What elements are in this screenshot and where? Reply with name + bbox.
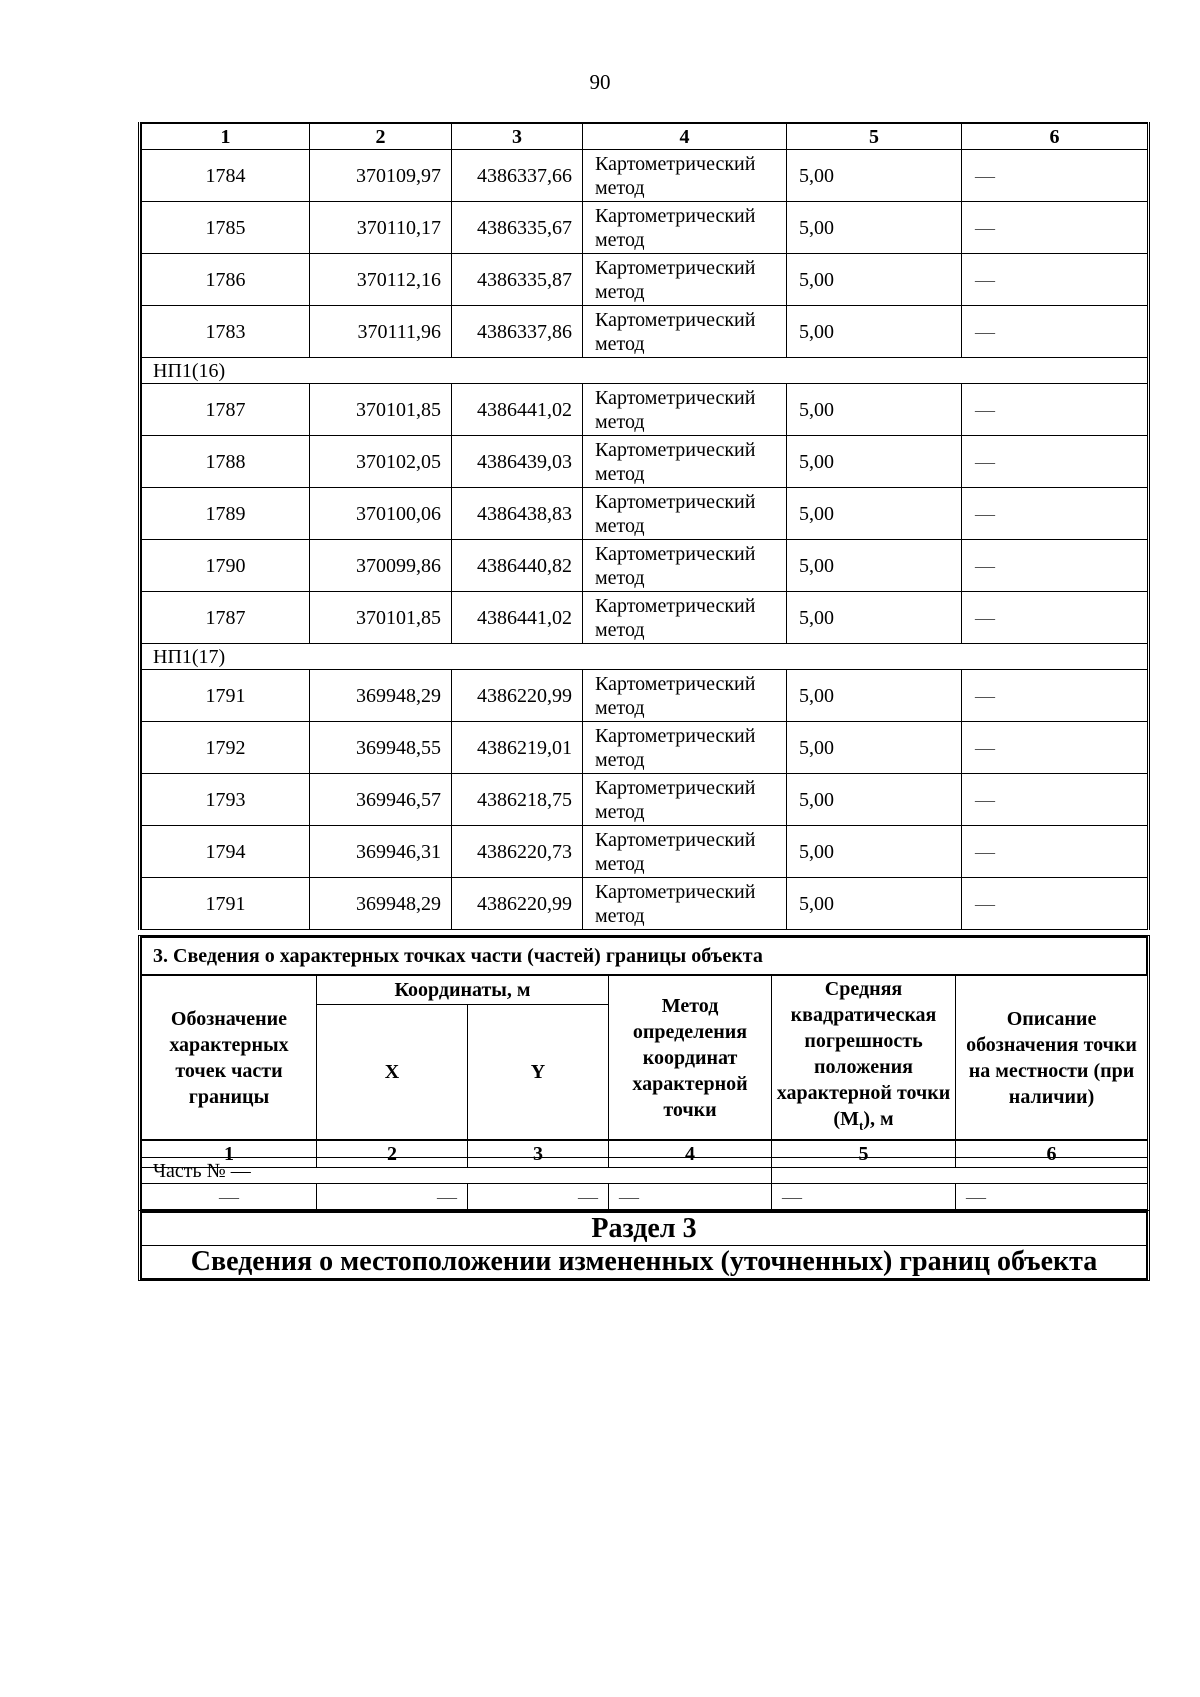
group-row	[142, 644, 1148, 670]
coord-x: 370101,85	[310, 592, 452, 644]
razdel-subtitle: Сведения о местоположении измененных (уточненных) границ объекта	[142, 1246, 1147, 1279]
table-row	[142, 150, 1148, 202]
column-number: 2	[317, 1140, 468, 1168]
error-value: 5,00	[787, 670, 962, 722]
column-number: 4	[583, 123, 787, 150]
method-line: метод	[595, 176, 645, 199]
part-label: Часть № —	[142, 1158, 772, 1184]
razdel-box	[138, 1210, 1150, 1281]
method-line: Картометрический	[595, 672, 756, 695]
method-line: метод	[595, 566, 645, 589]
method-line: метод	[595, 800, 645, 823]
method-line: Картометрический	[595, 542, 756, 565]
method-line: Картометрический	[595, 204, 756, 227]
point-number: 1786	[142, 254, 310, 306]
point-number: 1791	[142, 878, 310, 930]
table-row	[142, 722, 1148, 774]
column-number: 1	[142, 123, 310, 150]
description-value: —	[962, 826, 1148, 878]
method-cell	[583, 826, 787, 878]
coord-y: 4386441,02	[452, 384, 583, 436]
coord-y: 4386337,86	[452, 306, 583, 358]
coord-x: 369946,57	[310, 774, 452, 826]
point-number: 1791	[142, 670, 310, 722]
method-cell	[583, 540, 787, 592]
header-error-tail: ), м	[863, 1108, 894, 1130]
point-number: 1787	[142, 384, 310, 436]
method-line: метод	[595, 618, 645, 641]
description-value: —	[962, 306, 1148, 358]
empty-cell: —	[317, 1184, 468, 1210]
method-cell	[583, 202, 787, 254]
coord-y: 4386218,75	[452, 774, 583, 826]
razdel-title: Раздел 3	[142, 1213, 1147, 1246]
table-row	[142, 592, 1148, 644]
coordinates-table-body	[142, 123, 1148, 930]
error-value: 5,00	[787, 774, 962, 826]
method-line: метод	[595, 696, 645, 719]
coord-x: 370100,06	[310, 488, 452, 540]
coord-y: 4386220,99	[452, 878, 583, 930]
method-line: метод	[595, 748, 645, 771]
method-cell	[583, 150, 787, 202]
coord-y: 4386219,01	[452, 722, 583, 774]
description-value: —	[962, 670, 1148, 722]
description-value: —	[962, 774, 1148, 826]
coord-y: 4386337,66	[452, 150, 583, 202]
section3-header-row	[142, 976, 1148, 1005]
error-value: 5,00	[787, 306, 962, 358]
method-line: метод	[595, 332, 645, 355]
empty-cell: —	[468, 1184, 609, 1210]
coord-x: 370110,17	[310, 202, 452, 254]
section3-title: 3. Сведения о характерных точках части (частей) границы объекта	[142, 938, 1147, 976]
column-number: 4	[609, 1140, 772, 1168]
error-value: 5,00	[787, 878, 962, 930]
method-cell	[583, 592, 787, 644]
table-row	[142, 254, 1148, 306]
table-row	[142, 878, 1148, 930]
method-line: Картометрический	[595, 386, 756, 409]
method-line: метод	[595, 228, 645, 251]
description-value: —	[962, 202, 1148, 254]
coord-x: 370109,97	[310, 150, 452, 202]
method-cell	[583, 774, 787, 826]
table-row	[142, 384, 1148, 436]
coord-x: 369948,29	[310, 670, 452, 722]
method-line: Картометрический	[595, 490, 756, 513]
description-value: —	[962, 384, 1148, 436]
coord-x: 370101,85	[310, 384, 452, 436]
method-line: метод	[595, 514, 645, 537]
point-number: 1792	[142, 722, 310, 774]
point-number: 1787	[142, 592, 310, 644]
column-number: 6	[962, 123, 1148, 150]
method-line: Картометрический	[595, 308, 756, 331]
error-value: 5,00	[787, 722, 962, 774]
description-value: —	[962, 488, 1148, 540]
table-row	[142, 306, 1148, 358]
method-line: Картометрический	[595, 880, 756, 903]
method-line: Картометрический	[595, 152, 756, 175]
table-header-row	[142, 123, 1148, 150]
method-line: метод	[595, 852, 645, 875]
group-label: НП1(17)	[142, 644, 1148, 670]
empty-row	[142, 1184, 1148, 1210]
point-number: 1789	[142, 488, 310, 540]
point-number: 1788	[142, 436, 310, 488]
section3-data-table	[138, 1157, 1150, 1210]
method-line: Картометрический	[595, 724, 756, 747]
header-x: X	[317, 1005, 468, 1140]
coord-y: 4386220,73	[452, 826, 583, 878]
error-value: 5,00	[787, 384, 962, 436]
method-line: Картометрический	[595, 256, 756, 279]
column-number: 2	[310, 123, 452, 150]
column-number: 6	[956, 1140, 1148, 1168]
coord-x: 369948,29	[310, 878, 452, 930]
method-line: метод	[595, 410, 645, 433]
column-number: 5	[772, 1140, 956, 1168]
error-value: 5,00	[787, 488, 962, 540]
description-value: —	[962, 254, 1148, 306]
description-value: —	[962, 540, 1148, 592]
part-row	[142, 1158, 1148, 1184]
column-number: 3	[468, 1140, 609, 1168]
method-cell	[583, 670, 787, 722]
method-line: метод	[595, 280, 645, 303]
coord-y: 4386220,99	[452, 670, 583, 722]
table-row	[142, 436, 1148, 488]
coord-y: 4386440,82	[452, 540, 583, 592]
error-value: 5,00	[787, 150, 962, 202]
point-number: 1790	[142, 540, 310, 592]
description-value: —	[962, 592, 1148, 644]
table-row	[142, 774, 1148, 826]
header-designation: Обозначение характерных точек части границы	[142, 976, 317, 1141]
method-line: Картометрический	[595, 594, 756, 617]
page-number: 90	[589, 70, 611, 94]
empty-cell: —	[772, 1184, 956, 1210]
coordinates-table	[138, 122, 1150, 930]
empty-cell: —	[142, 1184, 317, 1210]
coord-y: 4386438,83	[452, 488, 583, 540]
coord-x: 369946,31	[310, 826, 452, 878]
column-number: 5	[787, 123, 962, 150]
table-row	[142, 826, 1148, 878]
coord-y: 4386335,87	[452, 254, 583, 306]
description-value: —	[962, 436, 1148, 488]
point-number: 1793	[142, 774, 310, 826]
method-line: Картометрический	[595, 438, 756, 461]
section3-title-box	[138, 935, 1150, 976]
error-value: 5,00	[787, 254, 962, 306]
method-cell	[583, 722, 787, 774]
method-cell	[583, 436, 787, 488]
header-y: Y	[468, 1005, 609, 1140]
header-method: Метод определения координат характерной точки	[609, 976, 772, 1141]
error-value: 5,00	[787, 202, 962, 254]
method-cell	[583, 254, 787, 306]
method-cell	[583, 878, 787, 930]
empty-cell: —	[609, 1184, 772, 1210]
description-value: —	[962, 722, 1148, 774]
error-value: 5,00	[787, 540, 962, 592]
column-number: 1	[142, 1140, 317, 1168]
method-line: Картометрический	[595, 828, 756, 851]
point-number: 1784	[142, 150, 310, 202]
error-value: 5,00	[787, 592, 962, 644]
coord-y: 4386439,03	[452, 436, 583, 488]
method-cell	[583, 306, 787, 358]
coord-x: 369948,55	[310, 722, 452, 774]
table-row	[142, 670, 1148, 722]
point-number: 1794	[142, 826, 310, 878]
point-number: 1783	[142, 306, 310, 358]
point-number: 1785	[142, 202, 310, 254]
table-row	[142, 202, 1148, 254]
method-line: метод	[595, 462, 645, 485]
header-coordinates: Координаты, м	[317, 976, 609, 1005]
coord-x: 370112,16	[310, 254, 452, 306]
header-error	[772, 976, 956, 1141]
description-value: —	[962, 150, 1148, 202]
method-line: Картометрический	[595, 776, 756, 799]
coord-y: 4386335,67	[452, 202, 583, 254]
table-row	[142, 540, 1148, 592]
header-error-sub: t	[858, 1118, 864, 1133]
method-cell	[583, 384, 787, 436]
coord-x: 370111,96	[310, 306, 452, 358]
column-number: 3	[452, 123, 583, 150]
empty-cell: —	[956, 1184, 1148, 1210]
description-value: —	[962, 878, 1148, 930]
header-description: Описание обозначения точки на местности (при наличии)	[956, 976, 1148, 1141]
group-row	[142, 358, 1148, 384]
group-label: НП1(16)	[142, 358, 1148, 384]
coord-x: 370099,86	[310, 540, 452, 592]
coord-y: 4386441,02	[452, 592, 583, 644]
error-value: 5,00	[787, 826, 962, 878]
table-row	[142, 488, 1148, 540]
method-line: метод	[595, 904, 645, 927]
part-empty-cell	[772, 1158, 1148, 1184]
method-cell	[583, 488, 787, 540]
header-error-main: Средняя квадратическая погрешность положения характерной точки (M	[776, 978, 951, 1130]
error-value: 5,00	[787, 436, 962, 488]
coord-x: 370102,05	[310, 436, 452, 488]
section3-header-table	[138, 975, 1150, 1168]
